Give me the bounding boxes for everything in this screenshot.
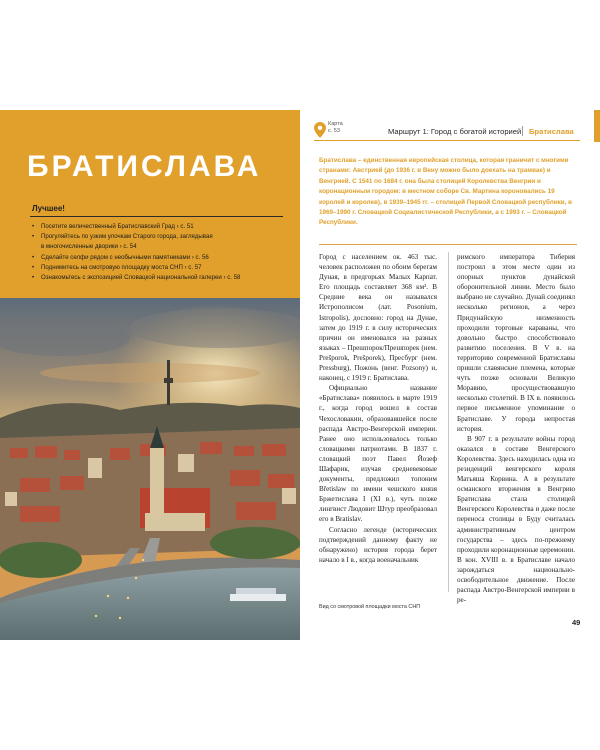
paragraph: Согласно легенде (исторических подтверждений данному факту не обнаружено) история города берет начало в I в., когда военачальник	[319, 525, 437, 564]
best-item: • Посетите величественный Братиславский Град › с. 51	[32, 222, 284, 232]
bratislava-panorama-image	[0, 298, 300, 640]
title-block	[0, 110, 300, 298]
best-item: • Прогуляйтесь по узким улочкам Старого города, заглядывая	[32, 232, 284, 242]
column-divider	[448, 252, 449, 592]
page-number: 49	[572, 618, 581, 627]
paragraph: Официально название «Братислава» появилось в марте 1919 г., когда город вошел в состав Чехословакии, образовавшейся после распада Австро-Венгерской империи. Ранее оно использовалось только словацкими патриотами. В 1837 г. словацкий поэт Павел Йозеф Шафарик, изучая средневековые документы, предложил топоним Břetislaw по имени чешского князя Бржетислава I (XI в.), чуть позже лингвист Людовит Штур преобразовал его в Bratislav.	[319, 384, 437, 524]
right-page	[300, 110, 600, 640]
book-spread	[0, 110, 600, 640]
bullet-icon: •	[32, 253, 35, 261]
city-title: БРАТИСЛАВА	[27, 150, 262, 183]
route-city: Братислава	[529, 127, 574, 136]
paragraph: В 907 г. в результате войны город оказался в составе Венгерского Королевства. Здесь находилась одна из резиденций венгерского короля Матьяша Корвина. А в результате османского вторжения в Венгрию Братислава стала столицей Венгерского Королевства и даже после переноса столицы в Буду считалась административным центром государства – здесь по-прежнему проходили коронационные церемонии. В кон. XVIII в. в Братиславе начало зарождаться национально-освободительное движение. После распада Австро-Венгерской империи в ре-	[457, 434, 575, 605]
paragraph: римского императора Тиберия построил в этом месте один из опорных пунктов дунайской оборонительной линии. Место было выбрано не случайно. Дунай соединял несколько регионов, а через Придунайскую низменность проходили торговые караваны, что довольно быстро способствовало развитию поселения. В V в. на территорию современной Братиславы пришли славянские племена, которые чуть позже основали Великую Моравию, просуществовавшую несколько столетий. В IX в. появилось первое письменное упоминание о Братиславе. У города непростая история.	[457, 253, 575, 433]
page-edge-tab	[594, 110, 600, 142]
bullet-icon: •	[32, 263, 35, 271]
header-rule	[314, 140, 580, 141]
intro-paragraph: Братислава – единственная европейская столица, которая граничит с многими странами: Австрией (до 1936 г. в Вену можно было доехать на трамвае) и Венгрией. С 1541 по 1684 г. она была столицей Королевства Венгрии и коронационным городом: в местном соборе Св. Мартина короновались 19 королей и королев), в 1939–1945 гг. – столицей Первой Словацкой республики, в 1969–1990 г. Словацкой Социалистической Республики, а с 1993 г. – Словацкой Республики.	[319, 157, 572, 227]
bullet-icon: •	[32, 223, 35, 230]
paragraph: Город с населением ок. 463 тыс. человек расположен по обоим берегам Дуная, в предгорьях Малых Карпат. Его площадь составляет 368 км². В Средние века он назывался Истрополисом (лат. Posonium, Istropolis), дословно: город на Дунае, затем до 1919 г. в силу исторических причин он именовался на разных языках – Прешпорок/Прешпорек (нем. Prešporok, Prešporek), Пресбург (нем. Pressburg), Пожонь (венг. Pozsony) и, наконец, с 1919 г. Братислава.	[319, 253, 437, 383]
text-column-right	[457, 252, 575, 605]
best-list	[32, 222, 284, 283]
best-item: • Поднимитесь на смотровую площадку моста СНП › с. 57	[32, 263, 284, 273]
intro-divider	[319, 244, 577, 245]
best-heading: Лучшее!	[32, 204, 65, 213]
best-item: • Ознакомьтесь с экспозицией Словацкой национальной галереи › с. 58	[32, 273, 284, 283]
text-column-left	[319, 252, 437, 565]
city-photo	[0, 298, 300, 640]
best-item-continuation: в многочисленные дворики › с. 54	[41, 243, 137, 251]
header-separator	[522, 126, 523, 136]
left-page	[0, 110, 300, 640]
route-title: Маршрут 1: Город с богатой историей	[388, 127, 522, 136]
bullet-icon: •	[32, 233, 35, 241]
best-item: • Сделайте селфи рядом с необычными памятниками › с. 56	[32, 253, 284, 263]
map-reference[interactable]: Карта с. 53	[328, 121, 343, 134]
best-divider	[30, 216, 283, 217]
photo-caption: Вид со смотровой площадки моста СНП	[319, 604, 421, 610]
map-pin-icon	[314, 122, 326, 138]
bullet-icon: •	[32, 274, 35, 282]
